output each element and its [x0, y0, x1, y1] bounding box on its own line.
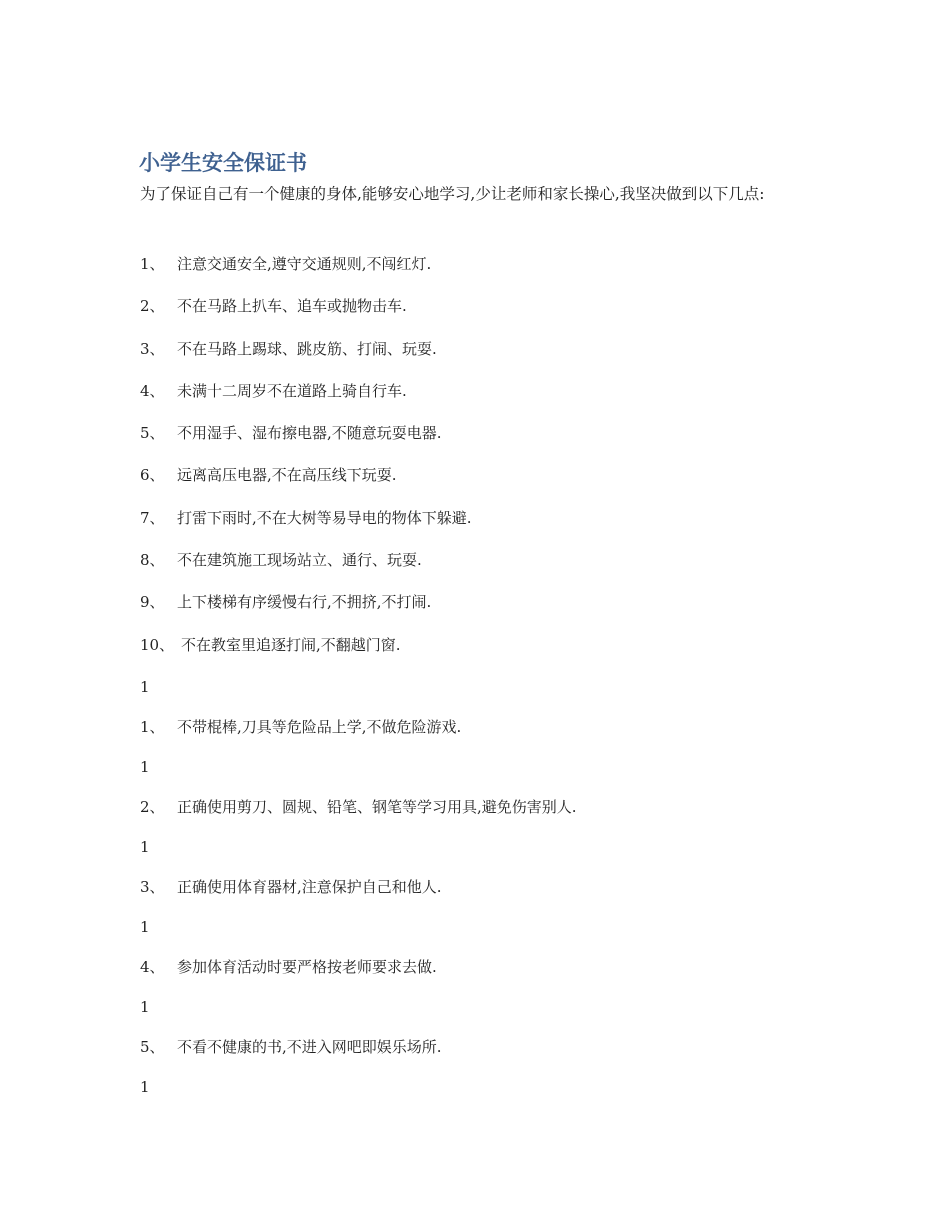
marker-text: 1 — [140, 997, 150, 1016]
list-item — [140, 463, 840, 505]
list-item — [140, 795, 840, 835]
item-text: 上下楼梯有序缓慢右行,不拥挤,不打闹. — [177, 593, 432, 612]
safety-pledge-list — [140, 252, 840, 1115]
item-number: 4、 — [140, 381, 165, 400]
item-number: 1、 — [140, 255, 165, 273]
item-text: 参加体育活动时要严格按老师要求去做. — [177, 957, 437, 976]
item-number: 9、 — [140, 593, 165, 612]
list-item — [140, 955, 840, 995]
page-marker — [140, 915, 840, 955]
marker-text: 1 — [140, 1077, 150, 1096]
item-number: 4、 — [140, 957, 165, 976]
item-number: 3、 — [140, 877, 165, 896]
list-item — [140, 590, 840, 632]
item-text: 不在建筑施工现场站立、通行、玩耍. — [177, 551, 422, 570]
item-text: 未满十二周岁不在道路上骑自行车. — [177, 381, 407, 400]
marker-text: 1 — [140, 837, 150, 856]
item-text: 打雷下雨时,不在大树等易导电的物体下躲避. — [177, 508, 472, 527]
document-title: 小学生安全保证书 — [139, 151, 307, 175]
list-item — [140, 379, 840, 421]
page-marker — [140, 755, 840, 795]
item-text: 远离高压电器,不在高压线下玩耍. — [177, 466, 397, 485]
list-item — [140, 506, 840, 548]
item-text: 不用湿手、湿布擦电器,不随意玩耍电器. — [177, 424, 442, 443]
item-number: 8、 — [140, 551, 165, 570]
item-number: 3、 — [140, 339, 165, 358]
item-number: 2、 — [140, 297, 165, 316]
intro-paragraph: 为了保证自己有一个健康的身体,能够安心地学习,少让老师和家长操心,我坚决做到以下几点: — [140, 185, 765, 203]
list-item — [140, 875, 840, 915]
list-item — [140, 421, 840, 463]
page-marker — [140, 995, 840, 1035]
item-number: 7、 — [140, 508, 165, 527]
item-text: 不带棍棒,刀具等危险品上学,不做危险游戏. — [177, 717, 462, 736]
item-text: 不看不健康的书,不进入网吧即娱乐场所. — [177, 1037, 442, 1056]
list-item — [140, 715, 840, 755]
list-item — [140, 337, 840, 379]
list-item — [140, 633, 840, 675]
item-number: 5、 — [140, 1037, 165, 1056]
item-text: 不在马路上踢球、跳皮筋、打闹、玩耍. — [177, 339, 437, 358]
marker-text: 1 — [140, 757, 150, 776]
item-text: 正确使用体育器材,注意保护自己和他人. — [177, 877, 442, 896]
page-marker — [140, 675, 840, 715]
item-text: 注意交通安全,遵守交通规则,不闯红灯. — [177, 255, 432, 273]
list-item — [140, 1035, 840, 1075]
marker-text: 1 — [140, 677, 150, 696]
list-item — [140, 548, 840, 590]
marker-text: 1 — [140, 917, 150, 936]
item-text: 不在教室里追逐打闹,不翻越门窗. — [181, 635, 401, 654]
item-number: 1、 — [140, 717, 165, 736]
item-number: 5、 — [140, 424, 165, 443]
list-item — [140, 294, 840, 336]
item-text: 不在马路上扒车、追车或抛物击车. — [177, 297, 407, 316]
item-number: 6、 — [140, 466, 165, 485]
item-text: 正确使用剪刀、圆规、铅笔、钢笔等学习用具,避免伤害别人. — [177, 797, 577, 816]
page-marker — [140, 1075, 840, 1115]
item-number: 10、 — [140, 635, 175, 654]
item-number: 2、 — [140, 797, 165, 816]
page-marker — [140, 835, 840, 875]
list-item — [140, 252, 840, 294]
